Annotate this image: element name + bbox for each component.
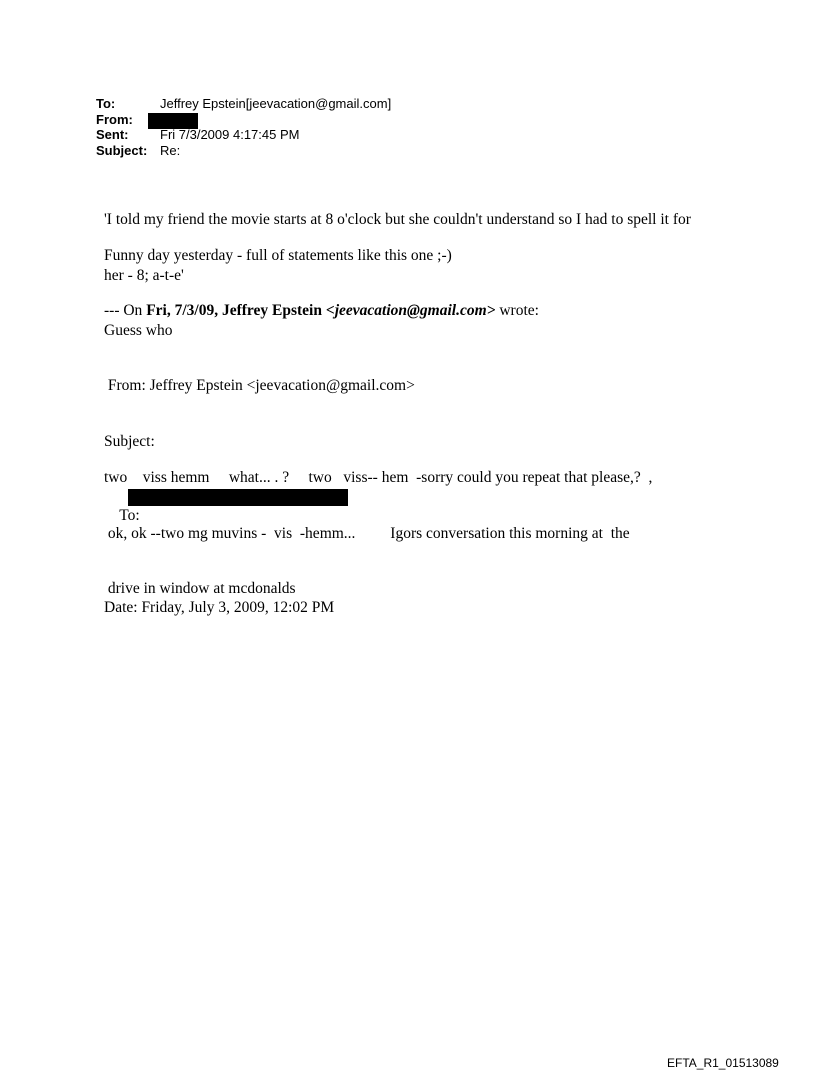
quoted-body xyxy=(104,432,652,617)
message-line: 'I told my friend the movie starts at 8 o'clock but she couldn't understand so I had to spell it for xyxy=(104,211,691,228)
quoted-line: ok, ok --two mg muvins - vis -hemm... Igors conversation this morning at the xyxy=(104,524,630,542)
quote-intro xyxy=(104,302,539,321)
quoted-subject: Subject: xyxy=(104,432,155,450)
to-value: Jeffrey Epstein[jeevacation@gmail.com] xyxy=(160,96,392,111)
message-line: her - 8; a-t-e' xyxy=(104,266,184,284)
quoted-line: two viss hemm what... . ? two viss-- hem -sorry could you repeat that please,? , xyxy=(104,469,653,486)
quoted-date: Date: Friday, July 3, 2009, 12:02 PM xyxy=(104,599,335,616)
subject-value: Re: xyxy=(160,142,181,158)
quoted-to-label: To: xyxy=(119,506,140,524)
quoted-from: From: Jeffrey Epstein <jeevacation@gmail.com> xyxy=(104,377,415,394)
message-line: Guess who xyxy=(104,322,173,339)
from-label: From: xyxy=(96,111,133,127)
message-line: Funny day yesterday - full of statements like this one ;-) xyxy=(104,247,452,264)
message-body xyxy=(104,174,691,359)
to-label: To: xyxy=(96,96,116,111)
sent-label: Sent: xyxy=(96,127,129,142)
sent-value: Fri 7/3/2009 4:17:45 PM xyxy=(160,127,300,142)
quote-email: <jeevacation@gmail.com> xyxy=(325,302,496,319)
quote-suffix: wrote: xyxy=(495,302,539,319)
quoted-line: drive in window at mcdonalds xyxy=(104,580,296,597)
subject-label: Subject: xyxy=(96,142,148,158)
quote-date: Fri, 7/3/09, Jeffrey Epstein xyxy=(146,302,326,319)
quote-prefix: --- On xyxy=(104,302,147,319)
document-id: EFTA_R1_01513089 xyxy=(667,1056,779,1070)
